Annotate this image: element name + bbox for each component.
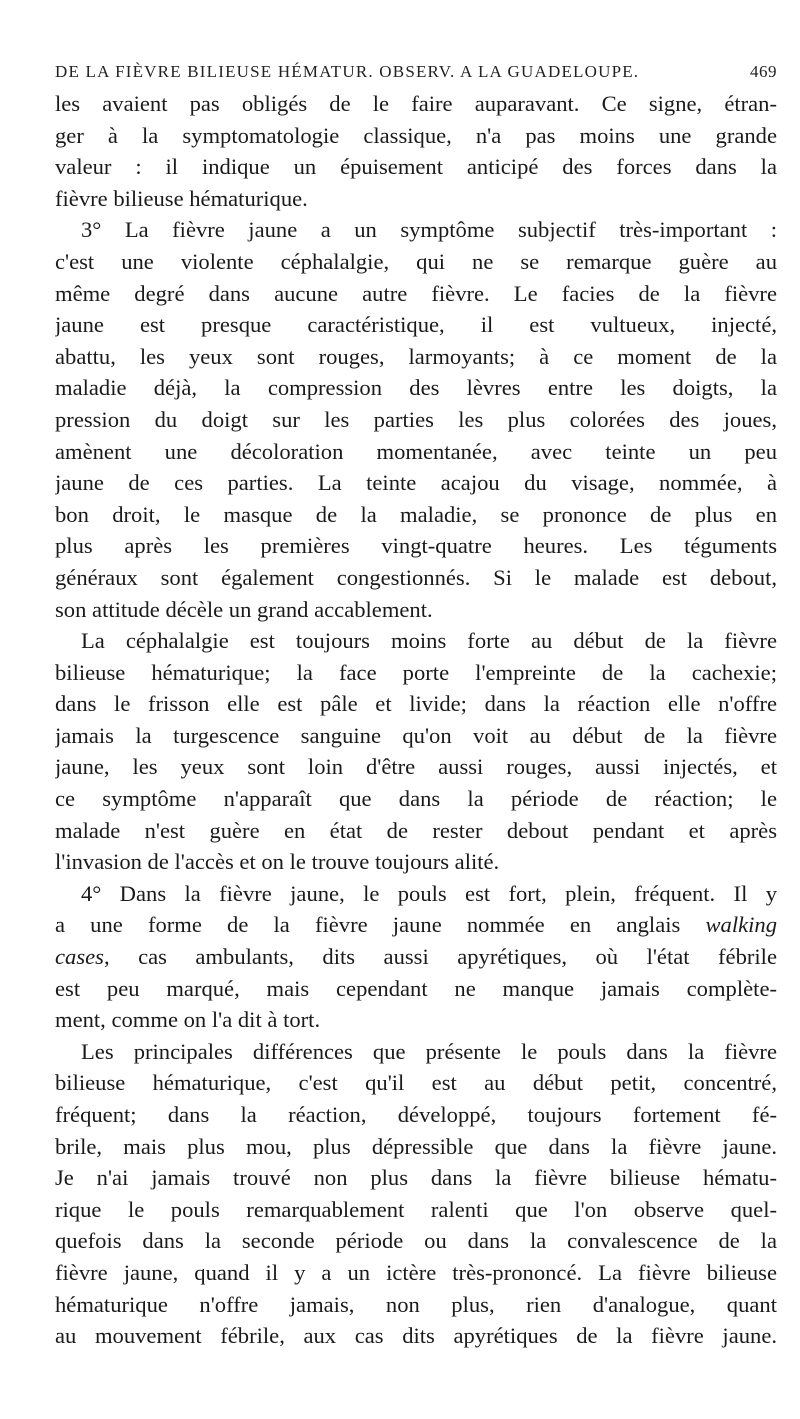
text-line: jaune de ces parties. La teinte acajou du visage, nommée, à <box>55 470 777 496</box>
text-line: quefois dans la seconde période ou dans la convalescence de la <box>55 1228 777 1254</box>
text-line: valeur : il indique un épuisement anticipé des forces dans la <box>55 154 777 180</box>
running-head <box>55 62 777 82</box>
text-line: plus après les premières vingt-quatre heures. Les téguments <box>55 533 777 559</box>
text-line: abattu, les yeux sont rouges, larmoyants; à ce moment de la <box>55 343 777 369</box>
text-line: cases, cas ambulants, dits aussi apyrétiques, où l'état fébrile <box>55 944 777 970</box>
text-line: est peu marqué, mais cependant ne manque jamais complète- <box>55 975 777 1001</box>
text-line: son attitude décèle un grand accablement. <box>55 596 433 622</box>
book-page <box>55 62 777 1352</box>
text-line: rique le pouls remarquablement ralenti que l'on observe quel- <box>55 1196 777 1222</box>
text-line: ce symptôme n'apparaît que dans la période de réaction; le <box>55 786 777 812</box>
text-line: maladie déjà, la compression des lèvres entre les doigts, la <box>55 375 777 401</box>
text-line: La céphalalgie est toujours moins forte au début de la fièvre <box>81 628 777 654</box>
text-line: fièvre jaune, quand il y a un ictère très-prononcé. La fièvre bilieuse <box>55 1259 777 1285</box>
page-number: 469 <box>750 62 777 81</box>
text-line: bon droit, le masque de la maladie, se prononce de plus en <box>55 501 777 527</box>
text-line: 4° Dans la fièvre jaune, le pouls est fort, plein, fréquent. Il y <box>81 880 777 906</box>
text-line: les avaient pas obligés de le faire auparavant. Ce signe, étran- <box>55 91 777 116</box>
text-line: même degré dans aucune autre fièvre. Le facies de la fièvre <box>55 280 777 306</box>
text-line: hématurique n'offre jamais, non plus, rien d'analogue, quant <box>55 1291 777 1317</box>
text-line: c'est une violente céphalalgie, qui ne se remarque guère au <box>55 248 777 274</box>
text-line: amènent une décoloration momentanée, avec teinte un peu <box>55 438 777 464</box>
text-line: jaune, les yeux sont loin d'être aussi rouges, aussi injectés, et <box>55 754 777 780</box>
text-line: brile, mais plus mou, plus dépressible que dans la fièvre jaune. <box>55 1133 777 1159</box>
running-title: DE LA FIÈVRE BILIEUSE HÉMATUR. OBSERV. A LA GUADELOUPE. <box>55 62 640 81</box>
text-line: Je n'ai jamais trouvé non plus dans la fièvre bilieuse hématu- <box>55 1165 777 1191</box>
text-line: fréquent; dans la réaction, développé, toujours fortement fé- <box>55 1102 777 1127</box>
text-line: 3° La fièvre jaune a un symptôme subjectif très-important : <box>81 217 777 243</box>
text-line: a une forme de la fièvre jaune nommée en anglais walking <box>55 912 777 938</box>
text-line: bilieuse hématurique, c'est qu'il est au début petit, concentré, <box>55 1070 777 1096</box>
text-line: généraux sont également congestionnés. Si le malade est debout, <box>55 564 777 590</box>
text-line: au mouvement fébrile, aux cas dits apyrétiques de la fièvre jaune. <box>55 1323 777 1349</box>
body-text <box>55 88 777 1352</box>
text-line: ment, comme on l'a dit à tort. <box>55 1007 321 1033</box>
text-line: fièvre bilieuse hématurique. <box>55 185 308 211</box>
text-line: l'invasion de l'accès et on le trouve toujours alité. <box>55 849 500 875</box>
text-line: Les principales différences que présente le pouls dans la fièvre <box>81 1038 777 1064</box>
text-line: jaune est presque caractéristique, il est vultueux, injecté, <box>55 312 777 338</box>
text-line: ger à la symptomatologie classique, n'a pas moins une grande <box>55 122 777 148</box>
text-line: dans le frisson elle est pâle et livide; dans la réaction elle n'offre <box>55 691 777 717</box>
text-line: bilieuse hématurique; la face porte l'empreinte de la cachexie; <box>55 659 777 685</box>
text-line: pression du doigt sur les parties les plus colorées des joues, <box>55 406 777 432</box>
text-line: malade n'est guère en état de rester debout pendant et après <box>55 817 777 843</box>
text-line: jamais la turgescence sanguine qu'on voit au début de la fièvre <box>55 722 777 748</box>
